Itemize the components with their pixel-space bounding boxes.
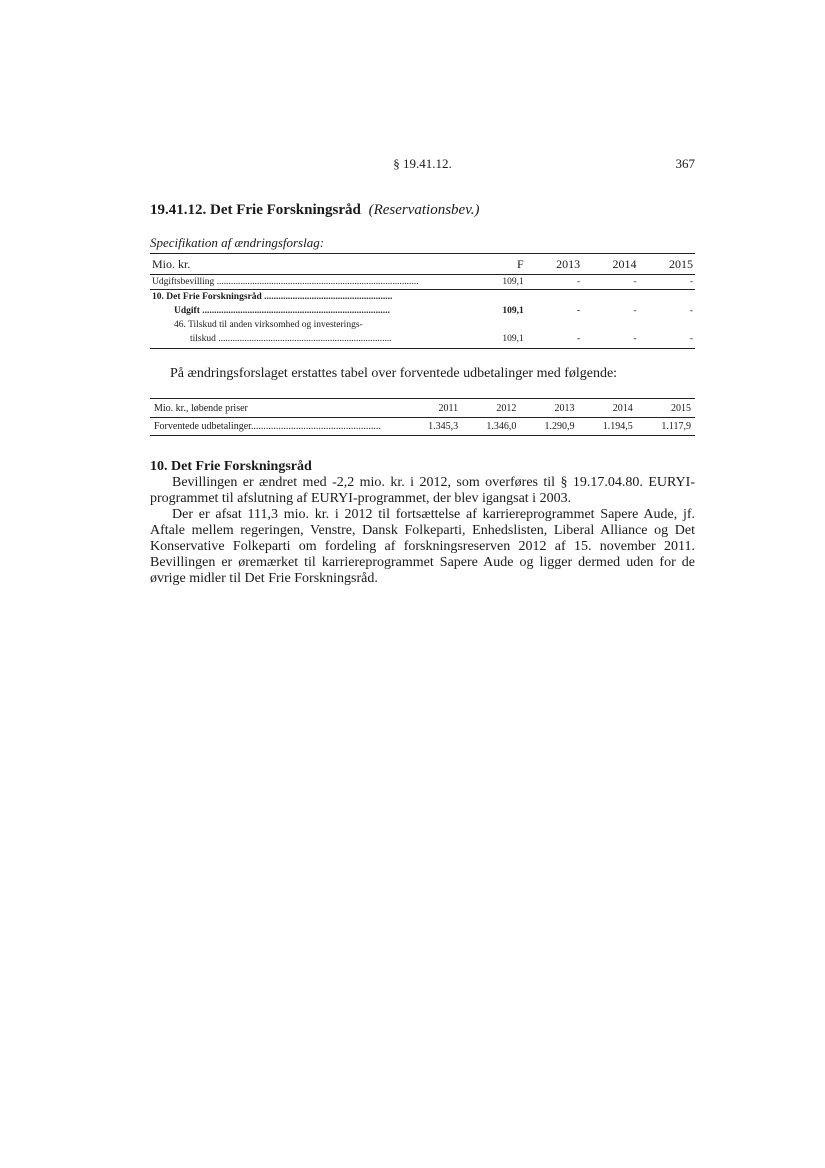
table-row xyxy=(150,290,695,305)
spec-header-2013: 2013 xyxy=(526,254,582,275)
spec-header-row xyxy=(150,254,695,275)
cell xyxy=(474,318,526,332)
cell: - xyxy=(633,306,637,316)
payments-header-2015: 2015 xyxy=(637,399,695,418)
cell: - xyxy=(576,306,581,316)
cell: 1.290,9 xyxy=(520,418,578,436)
cell xyxy=(639,290,695,305)
cell: - xyxy=(576,277,581,287)
cell: 109,1 xyxy=(474,332,526,349)
payments-header-2012: 2012 xyxy=(462,399,520,418)
payments-table xyxy=(150,398,695,436)
paragraph: Bevillingen er ændret med -2,2 mio. kr. i 2012, som overføres til § 19.17.04.80. EURYI-programmet til afslutning af EURYI-programmet, der blev igangsat i 2003. xyxy=(150,475,695,506)
spec-header-2015: 2015 xyxy=(639,254,695,275)
table-row xyxy=(150,332,695,349)
section-title xyxy=(150,202,480,219)
payments-header-row xyxy=(150,399,695,418)
cell xyxy=(526,290,582,305)
spec-caption: Specifikation af ændringsforslag: xyxy=(150,235,325,250)
cell xyxy=(582,318,638,332)
cell xyxy=(526,318,582,332)
table-row xyxy=(150,318,695,332)
cell: 109,1 xyxy=(502,306,524,316)
cell: 109,1 xyxy=(502,277,524,287)
section-title-main: 19.41.12. Det Frie Forskningsråd xyxy=(150,202,361,218)
spec-header-label: Mio. kr. xyxy=(150,254,474,275)
cell xyxy=(474,290,526,305)
paragraph: Der er afsat 111,3 mio. kr. i 2012 til fortsættelse af karriereprogrammet Sapere Aude, jf. Aftale mellem regeringen, Venstre, Dansk Folkeparti, Enhedslisten, Liberal Alliance og Det Konservative Folkeparti om fordeling af forskningsreserven 2012 af 15. november 2011. Bevillingen er øremærket til karriereprogrammet Sapere Aude og ligger dermed uden for de øvrige midler til Det Frie Forskningsråd. xyxy=(150,507,695,586)
table-row xyxy=(150,304,695,318)
cell: 1.194,5 xyxy=(579,418,637,436)
page-number: 367 xyxy=(675,156,695,171)
cell: - xyxy=(633,277,637,287)
row-label: 46. Tilskud til anden virksomhed og investerings- xyxy=(174,320,363,330)
spec-header-f: F xyxy=(474,254,526,275)
running-head xyxy=(150,156,695,176)
cell: 1.117,9 xyxy=(637,418,695,436)
row-label: Udgift ............................................................................... xyxy=(174,306,390,316)
cell: 1.346,0 xyxy=(462,418,520,436)
table-row xyxy=(150,275,695,290)
subheading: 10. Det Frie Forskningsråd xyxy=(150,459,312,474)
row-label: tilskud ......................................................................... xyxy=(150,332,474,349)
intro-paragraph: På ændringsforslaget erstattes tabel over forventede udbetalinger med følgende: xyxy=(170,366,618,381)
spec-header-2014: 2014 xyxy=(582,254,638,275)
cell: - xyxy=(582,332,638,349)
payments-header-2011: 2011 xyxy=(404,399,462,418)
cell: - xyxy=(526,332,582,349)
cell xyxy=(582,290,638,305)
body-text xyxy=(150,475,695,587)
cell: - xyxy=(689,277,693,287)
section-title-sub: (Reservationsbev.) xyxy=(368,202,480,218)
cell: - xyxy=(689,306,693,316)
payments-header-2014: 2014 xyxy=(579,399,637,418)
row-label: Forventede udbetalinger.................................................... xyxy=(150,418,404,436)
table-row xyxy=(150,418,695,436)
running-head-section: § 19.41.12. xyxy=(393,156,452,171)
payments-header-2013: 2013 xyxy=(520,399,578,418)
cell: - xyxy=(639,332,695,349)
row-label: Udgiftsbevilling ..................................................................................... xyxy=(152,277,419,287)
spec-table xyxy=(150,253,695,349)
row-label: 10. Det Frie Forskningsråd ...................................................... xyxy=(150,290,474,305)
cell: 1.345,3 xyxy=(404,418,462,436)
cell xyxy=(639,318,695,332)
payments-header-label: Mio. kr., løbende priser xyxy=(150,399,404,418)
